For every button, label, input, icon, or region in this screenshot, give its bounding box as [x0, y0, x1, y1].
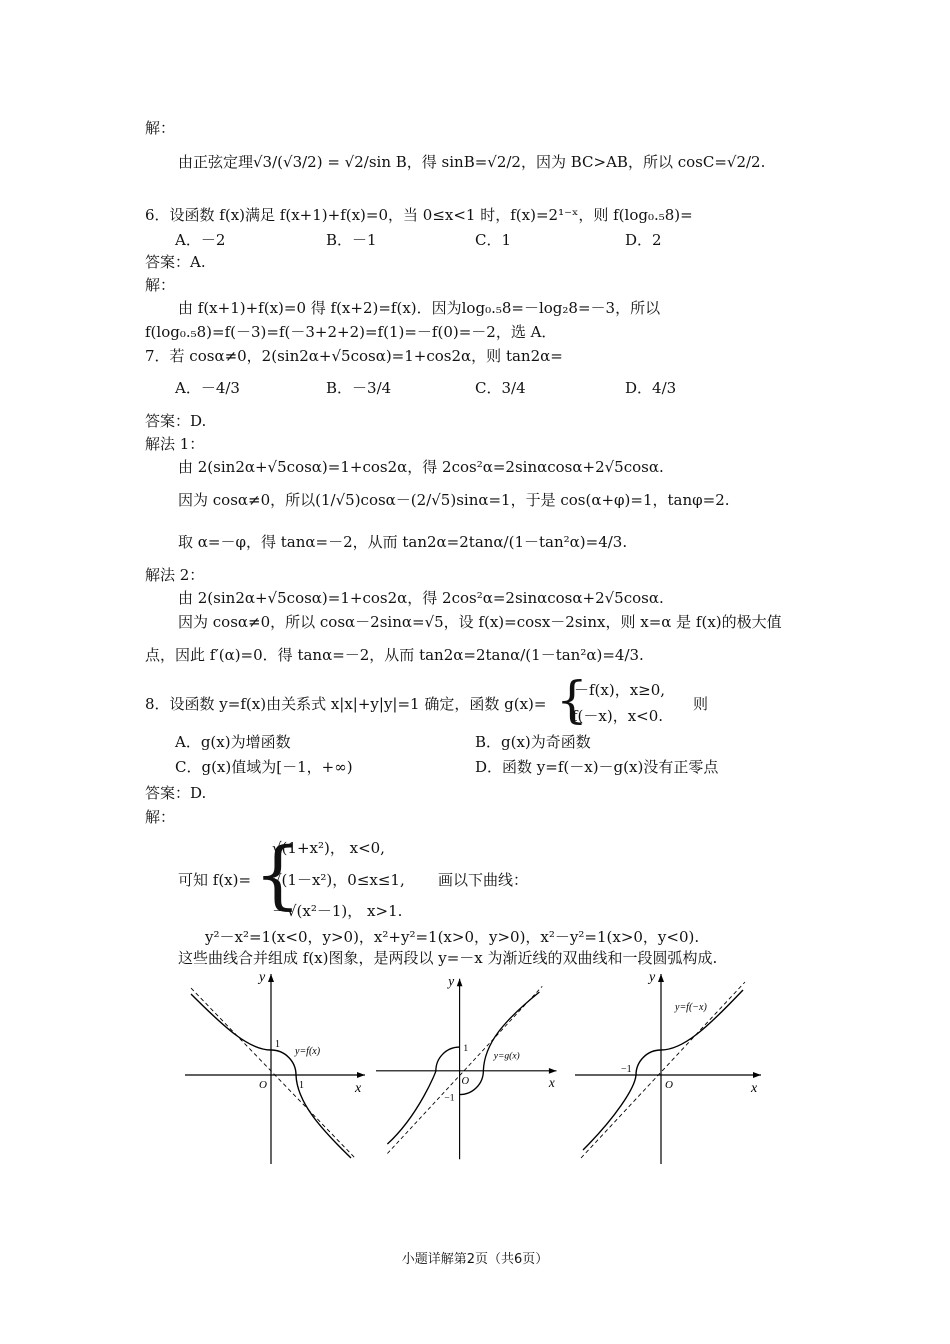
tick-label-neg1: −1 [444, 1093, 455, 1104]
graph-g [376, 968, 566, 1168]
tick-label-1: 1 [275, 1039, 280, 1050]
y-label: y [259, 970, 266, 985]
q8-curves: y²－x²=1(x<0，y>0)，x²+y²=1(x>0，y>0)，x²－y²=1(x>0，y<0). [205, 928, 700, 946]
page-footer: 小题详解第2页（共6页） [401, 1252, 549, 1267]
q8-option-c: C．g(x)值域为[－1，+∞) [175, 758, 353, 776]
q8-f-case-3: －√(x²－1)， x>1. [272, 902, 403, 920]
q8-g-case-1: －f(x)，x≥0, [574, 681, 666, 699]
curve-label: y=f(x) [295, 1046, 321, 1057]
q7-method1-line-2: 因为 cosα≠0，所以(1/√5)cosα－(2/√5)sinα=1，于是 cos(α+φ)=1，tanφ=2. [178, 491, 730, 509]
q6-option-c: C．1 [475, 231, 512, 249]
q6-answer: 答案：A. [145, 253, 206, 271]
curve-label: y=g(x) [493, 1051, 520, 1062]
q8-answer: 答案：D. [145, 784, 207, 802]
x-axis-arrow [753, 1072, 761, 1078]
q6-solution-line-1: 由 f(x+1)+f(x)=0 得 f(x+2)=f(x)．因为log₀.₅8=－log₂8=－3，所以 [178, 299, 661, 317]
graph-f-neg-x [575, 968, 765, 1168]
x-axis-arrow [549, 1068, 557, 1074]
q6-solution-label: 解： [145, 276, 176, 294]
q6-option-d: D．2 [625, 231, 662, 249]
q8-solution-label: 解： [145, 808, 176, 826]
q8-option-d: D．函数 y=f(－x)－g(x)没有正零点 [475, 758, 719, 776]
q7-method1-label: 解法 1： [145, 435, 205, 453]
q6-option-b: B．－1 [326, 231, 377, 249]
q5-solution-line: 由正弦定理√3/(√3/2) = √2/sin B，得 sinB=√2/2，因为 BC>AB，所以 cosC=√2/2. [178, 153, 766, 171]
tick-label-1: 1 [463, 1043, 469, 1054]
q8-draw-text: 画以下曲线： [438, 871, 529, 889]
q8-option-b: B．g(x)为奇函数 [475, 733, 591, 751]
tick-label-neg1: −1 [621, 1064, 632, 1075]
q8-option-a: A．g(x)为增函数 [175, 733, 291, 751]
y-axis-arrow [658, 974, 664, 982]
y-axis-arrow [457, 979, 463, 987]
q7-method2-label: 解法 2： [145, 566, 205, 584]
q7-option-d: D．4/3 [625, 379, 677, 397]
q8-f-case-2: √(1－x²)，0≤x≤1, [272, 871, 405, 889]
curve-g-right [460, 992, 540, 1095]
q7-method1-line-1: 由 2(sin2α+√5cosα)=1+cos2α，得 2cos²α=2sinαcosα+2√5cosα. [178, 458, 664, 476]
q7-option-b: B．－3/4 [326, 379, 392, 397]
x-label: x [355, 1081, 362, 1096]
x-label: x [751, 1081, 758, 1096]
q7-stem: 7．若 cosα≠0，2(sin2α+√5cosα)=1+cos2α，则 tan2α= [145, 347, 563, 365]
q8-then: 则 [693, 695, 709, 713]
x-axis-arrow [357, 1072, 365, 1078]
q8-f-case-1: √(1+x²)， x<0, [272, 839, 385, 857]
tick-label-1x: 1 [299, 1080, 304, 1091]
q7-method2-line-1: 由 2(sin2α+√5cosα)=1+cos2α，得 2cos²α=2sinαcosα+2√5cosα. [178, 589, 664, 607]
q8-brace: { [556, 671, 588, 729]
q7-method2-line-3: 点，因此 f′(α)=0．得 tanα=－2，从而 tan2α=2tanα/(1－tan²α)=4/3. [145, 646, 644, 664]
x-label: x [548, 1075, 555, 1090]
q8-g-case-2: f(－x)，x<0. [572, 707, 664, 725]
origin-label: O [259, 1079, 267, 1091]
q7-answer: 答案：D. [145, 412, 207, 430]
asymptote-line [581, 982, 745, 1158]
q7-method1-line-3: 取 α=－φ，得 tanα=－2，从而 tan2α=2tanα/(1－tan²α)=4/3. [178, 533, 628, 551]
q8-f-brace: { [254, 832, 302, 918]
q8-conclusion: 这些曲线合并组成 f(x)图象，是两段以 y=－x 为渐近线的双曲线和一段圆弧构成. [178, 949, 718, 967]
origin-label: O [665, 1079, 673, 1091]
q7-option-c: C．3/4 [475, 379, 526, 397]
graph-f [185, 968, 375, 1168]
q8-f-def-label: 可知 f(x)= [178, 871, 252, 889]
q8-stem: 8．设函数 y=f(x)由关系式 x|x|+y|y|=1 确定，函数 g(x)= [145, 695, 547, 713]
q6-solution-line-2: f(log₀.₅8)=f(－3)=f(－3+2+2)=f(1)=－f(0)=－2，选 A． [145, 323, 557, 341]
y-label: y [649, 970, 656, 985]
curve-label: y=f(−x) [675, 1002, 707, 1013]
y-label: y [448, 973, 455, 989]
asymptote-line [191, 988, 355, 1158]
solution-label: 解： [145, 119, 176, 137]
y-axis-arrow [268, 974, 274, 982]
q6-option-a: A．－2 [175, 231, 226, 249]
origin-label: O [461, 1076, 470, 1088]
q6-stem: 6．设函数 f(x)满足 f(x+1)+f(x)=0，当 0≤x<1 时，f(x)=2¹⁻ˣ，则 f(log₀.₅8)= [145, 206, 693, 224]
q7-option-a: A．－4/3 [175, 379, 240, 397]
q7-method2-line-2: 因为 cosα≠0，所以 cosα－2sinα=√5，设 f(x)=cosx－2sinx，则 x=α 是 f(x)的极大值 [178, 613, 782, 631]
asymptote-line [387, 986, 542, 1153]
